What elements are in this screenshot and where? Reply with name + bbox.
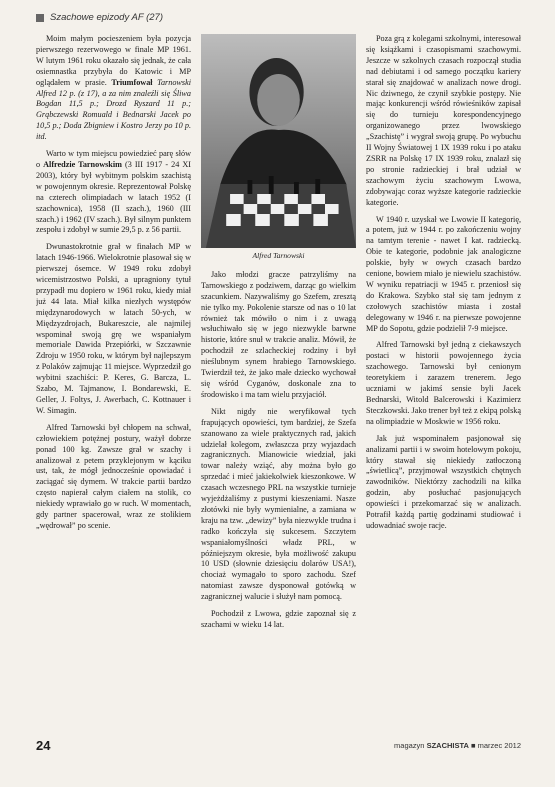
paragraph: Jako młodzi gracze patrzyliśmy na Tarnowskiego z podziwem, darząc go wielkim szacunkiem. Nazywaliśmy go Szefem, zresztą nie tylko my. Pokolenie starsze od nas o 10 lat również tak mówiło o nim i z uwagą wsłuchiwało się w jego niezwykle barwne historie, które snuł w trakcie analiz. Mówił, że pochodził ze szlacheckiej rodziny i był nieślubnym synem hrabiego Tarnowskiego. Twierdził też, że jako małe dziecko wychował się wśród Cyganów, doskonale zna to środowisko i ma tam wielu przyjaciół. (201, 269, 356, 399)
header-square-icon (36, 14, 44, 22)
paragraph: Alfred Tarnowski był chłopem na schwał, człowiekiem potężnej postury, ważył dobrze ponad 100 kg. Zawsze grał w szachy i analizował z petem przyklejonym w kąciku ust, tak, że mógł jednocześnie opowiadać i zaciągać się dymem. W trakcie partii bardzo często napierał całym ciałem na stolik, co niekiedy wprawiało go w ruch. W momentach, gdy partner spacerował, wraz ze stolikiem „wędrował” po scenie. (36, 422, 191, 530)
running-header (36, 12, 163, 23)
article-columns (36, 34, 521, 724)
paragraph: Pochodził z Lwowa, gdzie zapoznał się z szachami w wieku 14 lat. (201, 609, 356, 629)
page-footer (36, 738, 521, 753)
page-number: 24 (36, 738, 51, 753)
magazine-credit (394, 741, 521, 750)
portrait-photo (201, 34, 356, 248)
issue-date: ■ marzec 2012 (468, 741, 521, 750)
magazine-name: SZACHISTA (426, 741, 469, 750)
text: Warto w tym miejscu powiedzieć parę słów o (36, 149, 191, 169)
paragraph: Poza grą z kolegami szkolnymi, interesował się książkami i czasopismami szachowymi. Jeszcze w szkolnych czasach rozpoczął studia nad debiutami i od samego początku kariery starał się znajdować w analizach nowe drogi. Nic dziwnego, że czynił szybkie postępy. Nie mając konkurencji wśród rówieśników zapisał się do turnieju korespondencyjnego organizowanego przez lwowskiego „Szachistę” i wygrał swoją grupę. Po wybuchu II Wojny Światowej 1 IX 1939 roku i po ataku ZSRR na Polskę 17 IX 1939 roku, znalazł się po stronie radzieckiej i brał udział w szachowym życiu szachowym Lwowa, zdobywając coraz wyższe kategorie radzieckie kategorie. (366, 34, 521, 207)
paragraph: Dwunastokrotnie grał w finałach MP w latach 1946-1966. Wielokrotnie plasował się w pierwszej ósemce. W 1949 roku zdobył wicemistrzostwo Polski, a upragniony tytuł przypadł mu dopiero w 1961 roku, kiedy miał już 44 lata. Miał kilka niezłych występów międzynarodowych w latach 50-ych, w Międzyzdrojach, Bukareszcie, ale najmilej wspominał swoją grę we wspaniałym memoriale Dawida Przepiórki, w Szczawnie Zdroju w 1950 roku, w którym był najlepszym z Polaków zajmując 11 miejsce. Wyprzedził go wybitni szachiści: P. Keres, G. Barcza, L. Szabo, M. Tajmanow, I. Bondarewski, E. Geller, J. Foltys, J. Awerbach, C. Kottnauer i W. Simagin. (36, 242, 191, 415)
italic-text: Tarnowski Alfred 12 p. (z 17), a za nim znaleźli się Śliwa Bogdan 11,5 p.; Drozd Ryszard 11 p.; Grąbczewski Romuald i Bednarski Jacek po 10,5 p.; Doda Zbigniew i Kostro Jerzy po 10 p. itd. (36, 77, 191, 142)
text: (3 III 1917 - 24 XI 2003), który był wybitnym polskim szachistą w powojennym okresie. Reprezentował Polskę na czterech olimpiadach w latach 1952 (I szachownica), 1958 (II szach.), 1960 (III szach.) i 1962 (IV szach.). Był silnym punktem zespołu i zdobył w sumie 29,5 p. z 56 partii. (36, 159, 191, 235)
paragraph: W 1940 r. uzyskał we Lwowie II kategorię, a potem, już w 1944 r. po zakończeniu wojny na tamtym terenie - nawet I kat. radziecką. Obie te kategorie, podobnie jak analogiczne polskie, były w owych czasach bardzo cenione, bowiem miało je niewielu szachistów. W wyniku repatriacji w 1945 r. przeniosł się do Krakowa. Szybko stał się tam jednym z czołowych szachistów miasta i został delegowany w 1946 r. na pierwsze powojenne MP do Sopotu, gdzie podzielił 7-9 miejsce. (366, 214, 521, 333)
paragraph: Nikt nigdy nie weryfikował tych frapujących opowieści, tym bardziej, że Szefa szanowano za wiele praktycznych rad, jakich udzielał kolegom, zwłaszcza przy wyjazdach zagranicznych. Mianowicie wiedział, jaki towar należy wziąć, aby można było go sprzedać i mieć jakiekolwiek kieszonkowe. W czasach wczesnego PRL na wszystkie turnieje wyjeżdżaliśmy z pustymi kieszeniami. Nasze złotówki nie były wymienialne, a zamiana w kraju na tzw. „dewizy” była niezwykle trudna i radko kończyła się sukcesem. Szczytem wspaniałomyślności władz PRL, w późniejszym okresie, była możliwość zakupu 10 USD (słownie dziesięciu dolarów USA!), chociaż wymagało to sporo zachodu. Szef natomiast zawsze dysponował gotówką w zagranicznej walucie i służył nam pomocą. (201, 406, 356, 602)
bold-text: Alfredzie Tarnowskim (43, 159, 122, 169)
header-title: Szachowe epizody AF (27) (50, 12, 164, 23)
photo-caption: Alfred Tarnowski (252, 251, 305, 260)
photo-image (201, 34, 356, 248)
magazine-prefix: magazyn (394, 741, 427, 750)
paragraph (36, 149, 191, 236)
column-2 (201, 34, 356, 724)
text: Moim małym pocieszeniem była pozycja pierwszego rezerwowego w finale MP 1961. W lutym 1961 roku okazało się jednak, że cała osiemnastka przybyła do Katowic i MP oglądałem w prasie. (36, 34, 191, 87)
paragraph: Alfred Tarnowski był jedną z ciekawszych postaci w historii powojennego życia szachowego. Tarnowski był cenionym teoretykiem i zarazem trenerem. Jego uczniami w jakimś sensie byli Jacek Bednarski, Witold Balcerowski i Kazimierz Steczkowski. Jako trener był też z ekipą polską na olimpiadzie w Moskwie w 1956 roku. (366, 340, 521, 426)
paragraph (36, 34, 191, 143)
column-3 (366, 34, 521, 724)
bold-text: Triumfował (111, 77, 153, 87)
column-1 (36, 34, 191, 724)
paragraph: Jak już wspominałem pasjonował się analizami partii i w swoim hotelowym pokoju, który stawał się niekiedy zatłoczoną „świetlicą”, przyjmował wszystkich chętnych zawodników. Niektórzy zachodzili na kilka godzin, aby posłuchać pasjonujących opowieści i przekomarzać się w analizach. Potrafił każdą partię godzinami studiować i udowadniać swoje racje. (366, 433, 521, 530)
